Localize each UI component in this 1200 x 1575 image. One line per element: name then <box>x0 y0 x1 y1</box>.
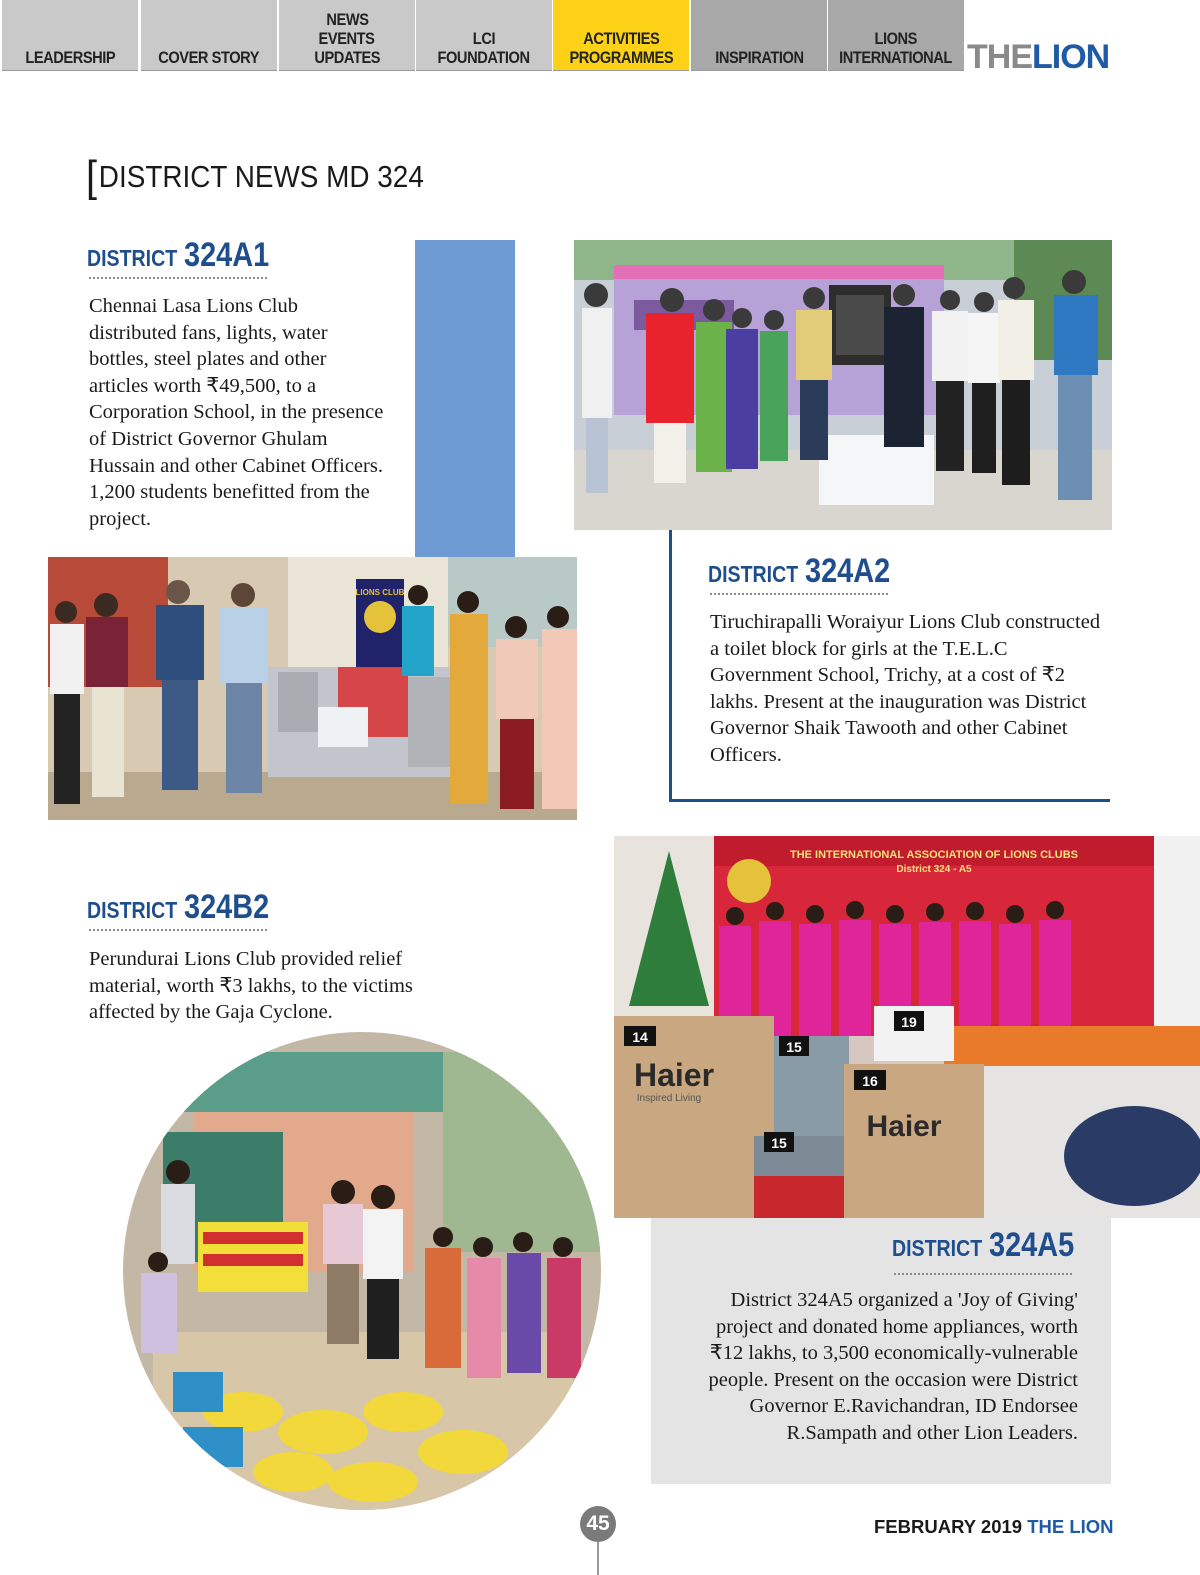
district-324a5-text: District 324A5 organized a 'Joy of Giving' project and donated home appliances, worth ₹12 lakhs, to 3,500 economically-vulnerable people. Present on the occasion were District Governor E.Ravichandran, ID Endorsee R.Sampath and other Lion Leaders. <box>708 1289 1078 1444</box>
district-324a2-text: Tiruchirapalli Woraiyur Lions Club constructed a toilet block for girls at the T.E.L.C Government School, Trichy, at a cost of ₹2 lakhs. Present at the inauguration was District Governor Shaik Tawooth and other Cabinet Officers. <box>710 611 1101 766</box>
box-number-15: 15 <box>786 1039 802 1055</box>
box-brand-text: Haier <box>633 1057 715 1093</box>
district-324b2-text: Perundurai Lions Club provided relief material, worth ₹3 lakhs, to the victims affected by the Gaja Cyclone. <box>89 948 413 1024</box>
heading-divider <box>89 929 267 931</box>
decorative-blue-block <box>415 240 515 558</box>
tab-news-events-updates[interactable] <box>279 0 415 71</box>
tab-label: INSPIRATION <box>714 48 804 67</box>
lions-club-banner-text: LIONS CLUB <box>355 588 405 597</box>
tab-label: FOUNDATION <box>437 48 531 67</box>
tab-lions-international[interactable] <box>828 0 964 71</box>
photo-cyclone-relief-image <box>123 1032 601 1510</box>
heading-divider <box>89 277 267 279</box>
banner-district-text: District 324 - A5 <box>896 864 972 875</box>
photo-toilet-block-inauguration <box>574 240 1112 530</box>
box-brand-text: Haier <box>866 1110 942 1143</box>
tab-label: PROGRAMMES <box>569 48 673 67</box>
box-number-15b: 15 <box>771 1135 787 1151</box>
tab-label: UPDATES <box>314 48 380 67</box>
tab-label: EVENTS <box>319 29 375 48</box>
tab-activities-programmes[interactable] <box>553 0 689 71</box>
photo-school-donation <box>48 557 577 820</box>
tab-label: LEADERSHIP <box>25 48 115 67</box>
footer-issue: FEBRUARY 2019 THE LION <box>874 1516 1114 1537</box>
page-number-stem <box>597 1542 599 1575</box>
top-navigation <box>0 0 1200 76</box>
tab-label: LCI <box>472 29 496 48</box>
district-324a1-text: Chennai Lasa Lions Club distributed fans, lights, water bottles, steel plates and other articles worth ₹49,500, to a Corporation School, in the presence of District Governor Ghulam Hussain and other Cabinet Officers. 1,200 students benefitted from the project. <box>89 295 384 530</box>
page-title: [DISTRICT NEWS MD 324 <box>86 152 424 201</box>
page-number: 45 <box>580 1506 616 1542</box>
box-tagline-text: Inspired Living <box>636 1093 702 1104</box>
tab-label: INTERNATIONAL <box>839 48 953 67</box>
box-number-19: 19 <box>901 1014 917 1030</box>
photo-inauguration-image <box>574 240 1112 530</box>
magazine-logo: THELION <box>967 38 1110 76</box>
tab-lci-foundation[interactable] <box>416 0 552 71</box>
banner-association-text: THE INTERNATIONAL ASSOCIATION OF LIONS CLUBS <box>789 849 1079 861</box>
box-border-left <box>669 530 672 802</box>
tab-label: LIONS <box>874 29 918 48</box>
photo-joy-of-giving <box>614 836 1200 1218</box>
tab-inspiration[interactable] <box>691 0 827 71</box>
photo-joy-of-giving-image <box>614 836 1200 1218</box>
tab-leadership[interactable] <box>2 0 138 71</box>
heading-divider <box>710 593 888 595</box>
bracket-glyph: [ <box>86 152 98 201</box>
heading-divider <box>894 1273 1072 1275</box>
photo-school-donation-image <box>48 557 577 820</box>
district-heading-324a2: DISTRICT 324A2 <box>708 552 890 590</box>
box-number-16: 16 <box>862 1073 878 1089</box>
district-heading-324b2: DISTRICT 324B2 <box>87 888 269 926</box>
tab-cover-story[interactable] <box>141 0 277 71</box>
tab-label: COVER STORY <box>158 48 260 67</box>
box-number-14: 14 <box>632 1029 648 1045</box>
district-heading-324a1: DISTRICT 324A1 <box>87 236 269 274</box>
district-heading-324a5: DISTRICT 324A5 <box>892 1226 1074 1264</box>
tab-label: NEWS <box>325 10 369 29</box>
box-border-bottom <box>669 799 1110 802</box>
photo-cyclone-relief <box>123 1032 601 1510</box>
tab-label: ACTIVITIES <box>582 29 660 48</box>
